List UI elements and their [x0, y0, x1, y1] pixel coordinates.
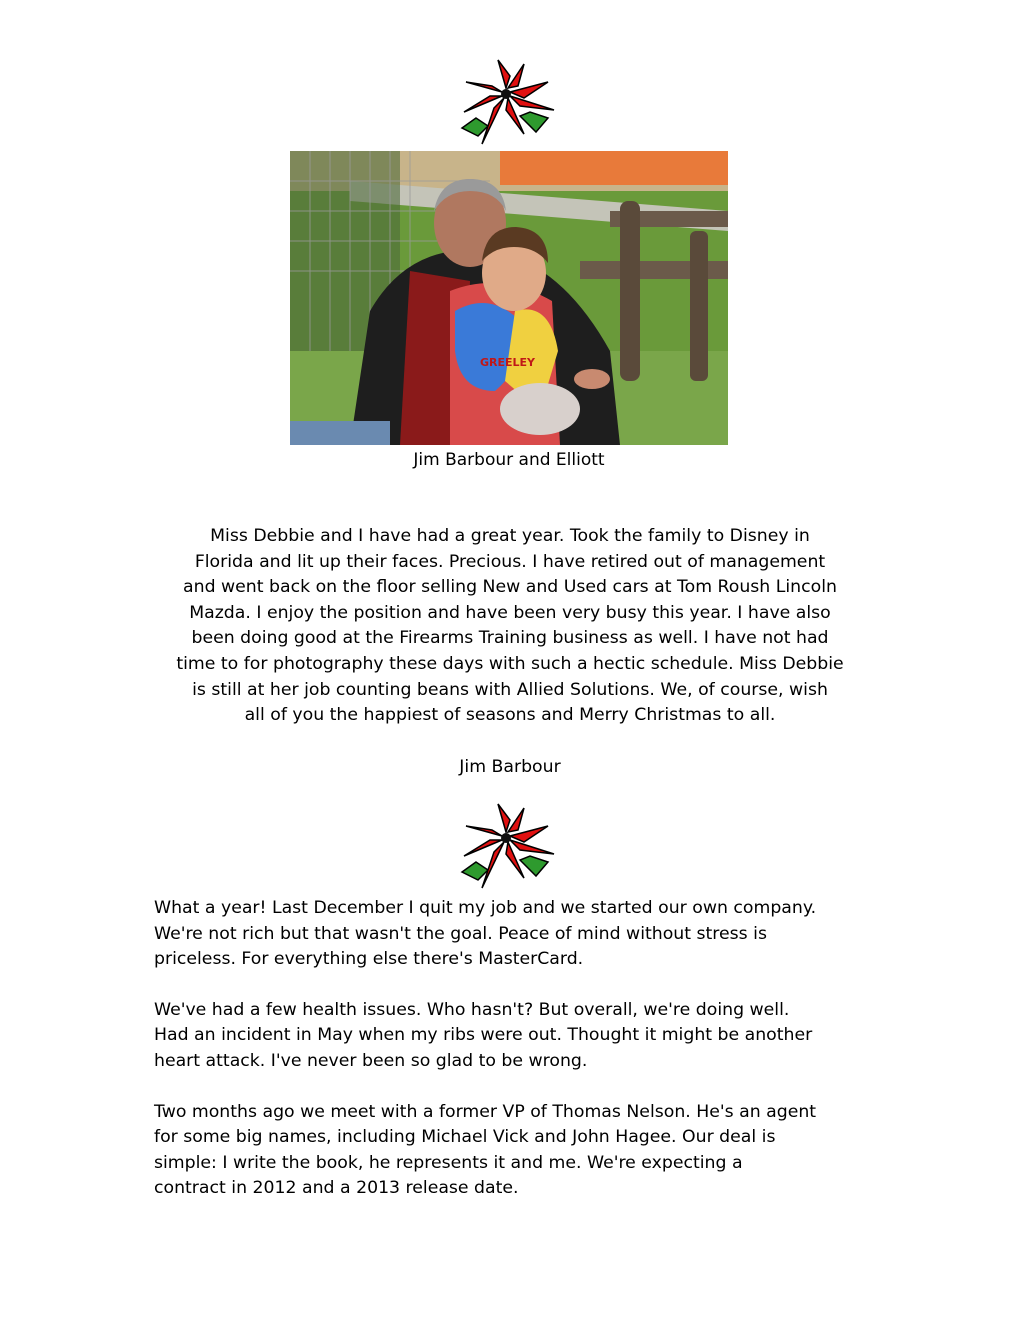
text-line: What a year! Last December I quit my job and we started our own company. [154, 898, 817, 918]
text-line: been doing good at the Firearms Training business as well. I have not had [191, 628, 829, 649]
poinsettia-icon [458, 56, 560, 148]
text-line: contract in 2012 and a 2013 release date. [154, 1178, 519, 1199]
poinsettia-icon [458, 800, 560, 892]
signature: Jim Barbour [459, 757, 561, 777]
text-line: and went back on the floor selling New and Used cars at Tom Roush Lincoln [183, 577, 837, 598]
photo-caption: Jim Barbour and Elliott [413, 450, 605, 470]
family-photo [290, 151, 728, 445]
paragraph [154, 896, 874, 973]
paragraph [154, 1100, 874, 1202]
text-line: heart attack. I've never been so glad to be wrong. [154, 1050, 588, 1071]
letter-jim [152, 524, 868, 729]
paragraph [154, 998, 874, 1075]
shirt-text: GREELEY [480, 356, 536, 369]
text-line: all of you the happiest of seasons and Merry Christmas to all. [244, 705, 776, 726]
text-line: is still at her job counting beans with Allied Solutions. We, of course, wish [192, 679, 828, 700]
letter-second [154, 896, 874, 1227]
text-line: simple: I write the book, he represents it and me. We're expecting a [154, 1152, 743, 1173]
text-line: for some big names, including Michael Vick and John Hagee. Our deal is [154, 1127, 776, 1148]
text-line: Florida and lit up their faces. Precious. I have retired out of management [194, 551, 826, 572]
text-line: time to for photography these days with such a hectic schedule. Miss Debbie [176, 653, 844, 674]
text-line: Two months ago we meet with a former VP of Thomas Nelson. He's an agent [154, 1101, 817, 1122]
text-line: Mazda. I enjoy the position and have been very busy this year. I have also [189, 602, 831, 623]
text-line: Miss Debbie and I have had a great year. Took the family to Disney in [210, 526, 810, 546]
text-line: priceless. For everything else there's MasterCard. [154, 949, 584, 970]
text-line: We've had a few health issues. Who hasn't? But overall, we're doing well. [154, 999, 790, 1020]
text-line: We're not rich but that wasn't the goal. Peace of mind without stress is [154, 923, 767, 944]
text-line: Had an incident in May when my ribs were out. Thought it might be another [154, 1025, 813, 1046]
